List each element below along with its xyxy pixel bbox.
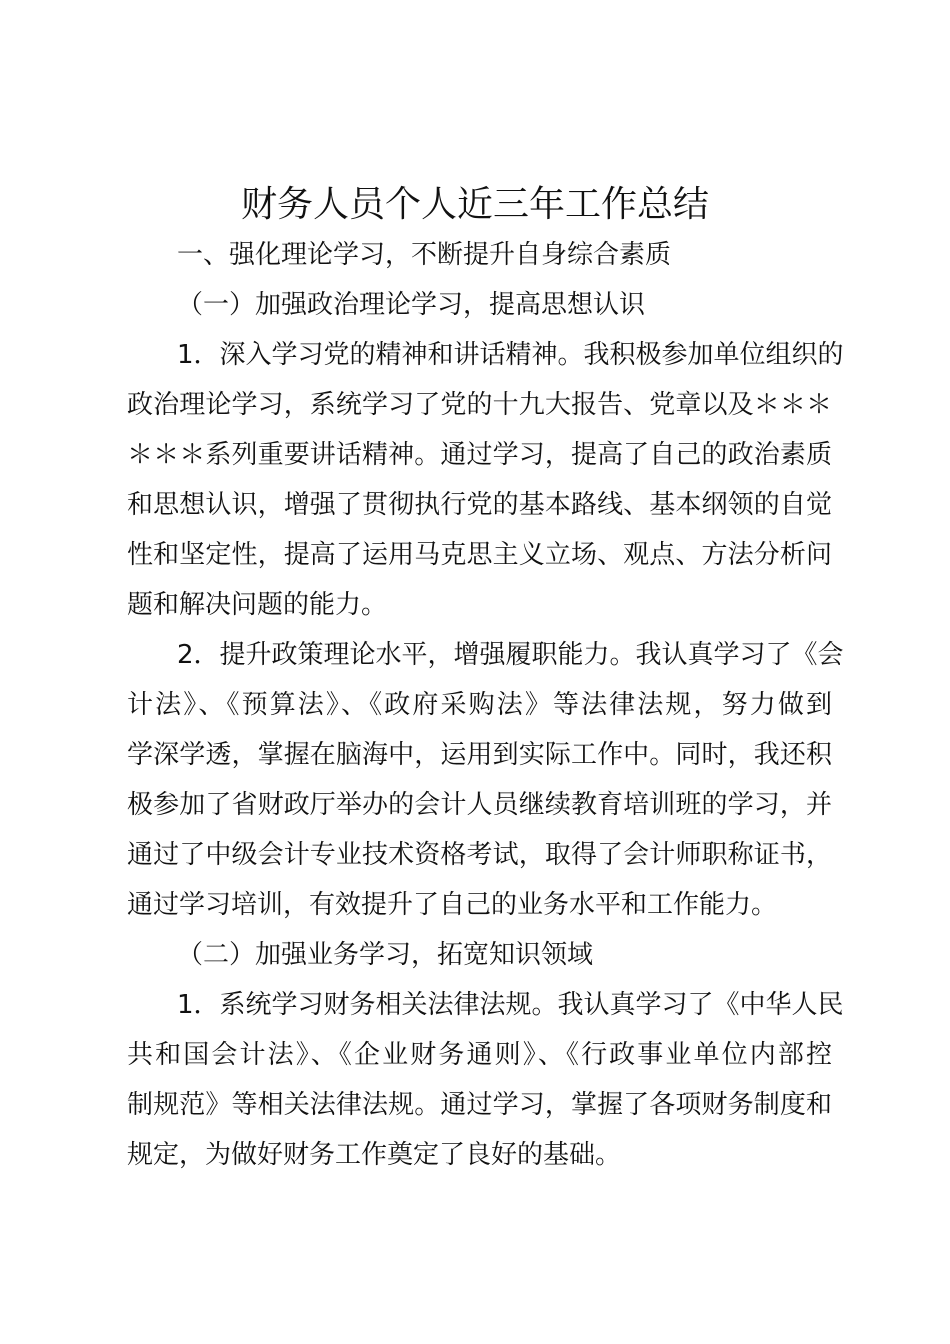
- paragraph-line: 通过学习培训，有效提升了自己的业务水平和工作能力。: [127, 890, 778, 920]
- subsection-heading-1: （一）加强政治理论学习，提高思想认识: [177, 290, 646, 320]
- paragraph-line: 性和坚定性，提高了运用马克思主义立场、观点、方法分析问: [127, 540, 832, 570]
- paragraph-line: 规定，为做好财务工作奠定了良好的基础。: [127, 1140, 622, 1170]
- section-heading-1: 一、强化理论学习，不断提升自身综合素质: [177, 240, 672, 270]
- paragraph-line: ＊＊＊系列重要讲话精神。通过学习，提高了自己的政治素质: [127, 440, 832, 470]
- paragraph-line: 政治理论学习，系统学习了党的十九大报告、党章以及＊＊＊: [127, 390, 832, 420]
- paragraph-line: 共和国会计法》、《企业财务通则》、《行政事业单位内部控: [127, 1040, 832, 1070]
- paragraph-line: 极参加了省财政厅举办的会计人员继续教育培训班的学习，并: [127, 790, 832, 820]
- paragraph-line: 题和解决问题的能力。: [127, 590, 388, 620]
- paragraph-line: 1．系统学习财务相关法律法规。我认真学习了《中华人民: [177, 990, 844, 1020]
- paragraph-line: 和思想认识，增强了贯彻执行党的基本路线、基本纲领的自觉: [127, 490, 832, 520]
- paragraph-line: 制规范》等相关法律法规。通过学习，掌握了各项财务制度和: [127, 1090, 832, 1120]
- paragraph-line: 学深学透，掌握在脑海中，运用到实际工作中。同时，我还积: [127, 740, 832, 770]
- paragraph-line: 2．提升政策理论水平，增强履职能力。我认真学习了《会: [177, 640, 844, 670]
- document-title: 财务人员个人近三年工作总结: [240, 184, 709, 225]
- paragraph-line: 通过了中级会计专业技术资格考试，取得了会计师职称证书，: [127, 840, 832, 870]
- paragraph-line: 1．深入学习党的精神和讲话精神。我积极参加单位组织的: [177, 340, 844, 370]
- subsection-heading-2: （二）加强业务学习，拓宽知识领域: [177, 940, 594, 970]
- paragraph-line: 计法》、《预算法》、《政府采购法》等法律法规，努力做到: [127, 690, 832, 720]
